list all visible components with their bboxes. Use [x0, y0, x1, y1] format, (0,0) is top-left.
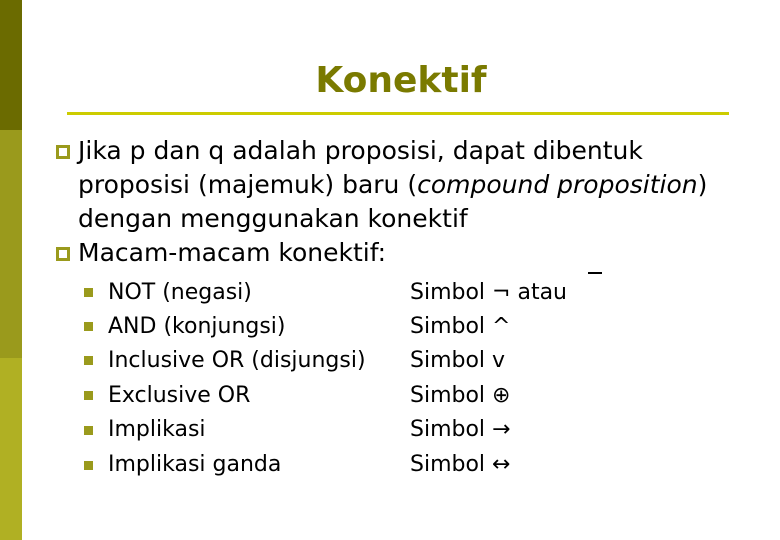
- small-bullet-icon: [84, 461, 93, 470]
- sidebar-block-bottom: [0, 358, 22, 540]
- connective-name: Inclusive OR (disjungsi): [108, 348, 366, 373]
- paragraph-connectives-intro: Macam-macam konektif:: [78, 238, 387, 267]
- small-bullet-icon: [84, 426, 93, 435]
- overbar-symbol: [588, 272, 602, 274]
- connective-name: AND (konjungsi): [108, 314, 286, 339]
- sidebar-accent: [0, 0, 22, 540]
- small-bullet-icon: [84, 356, 93, 365]
- connective-name: Implikasi ganda: [108, 452, 282, 477]
- square-bullet-icon: [56, 145, 70, 159]
- connective-name: Implikasi: [108, 417, 206, 442]
- title-underline: [67, 112, 729, 115]
- connective-name: NOT (negasi): [108, 280, 252, 305]
- connective-symbol: Simbol v: [410, 348, 506, 373]
- connective-symbol: Simbol →: [410, 417, 511, 442]
- small-bullet-icon: [84, 288, 93, 297]
- connective-symbol: Simbol ⊕: [410, 383, 511, 408]
- paragraph-text: ) dengan menggunakan konektif: [78, 170, 708, 233]
- paragraph-compound: [78, 134, 758, 236]
- small-bullet-icon: [84, 322, 93, 331]
- paragraph-emphasis: compound proposition: [417, 170, 698, 199]
- small-bullet-icon: [84, 391, 93, 400]
- connective-symbol: Simbol ↔: [410, 452, 511, 477]
- sidebar-block-top: [0, 0, 22, 130]
- slide-title: Konektif: [315, 60, 487, 101]
- square-bullet-icon: [56, 247, 70, 261]
- paragraph-text: Jika p dan q adalah proposisi, dapat dibentuk proposisi (majemuk) baru (: [78, 136, 643, 199]
- connective-symbol: Simbol ¬ atau: [410, 280, 567, 305]
- sidebar-block-middle: [0, 130, 22, 358]
- connective-symbol: Simbol ^: [410, 314, 511, 339]
- connective-name: Exclusive OR: [108, 383, 251, 408]
